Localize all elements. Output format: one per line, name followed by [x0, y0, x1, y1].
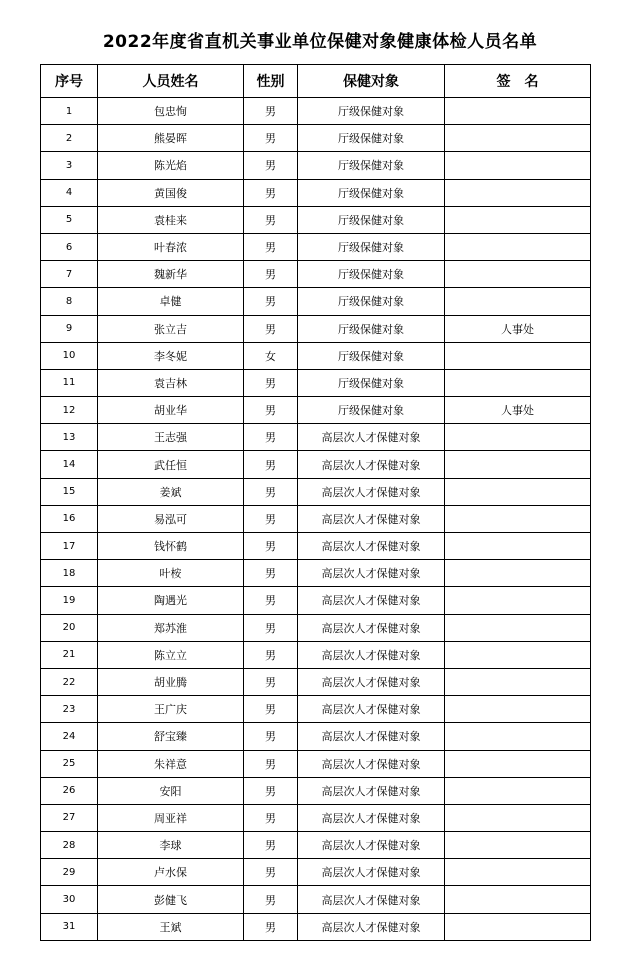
table-row: [41, 179, 591, 206]
gender-cell: 男: [244, 587, 298, 614]
table-row: [41, 560, 591, 587]
gender-cell: 男: [244, 179, 298, 206]
signature-cell: [445, 832, 591, 859]
signature-cell: [445, 859, 591, 886]
person-name: 安阳: [98, 777, 244, 804]
category-cell: 厅级保健对象: [298, 125, 445, 152]
gender-cell: 男: [244, 886, 298, 913]
row-index: 12: [41, 397, 98, 424]
row-index: 28: [41, 832, 98, 859]
signature-cell: [445, 179, 591, 206]
gender-cell: 男: [244, 560, 298, 587]
signature-cell: [445, 723, 591, 750]
table-body: [41, 98, 591, 941]
category-cell: 高层次人才保健对象: [298, 886, 445, 913]
signature-cell: [445, 587, 591, 614]
row-index: 31: [41, 913, 98, 940]
row-index: 8: [41, 288, 98, 315]
table-row: [41, 777, 591, 804]
person-name: 武任恒: [98, 451, 244, 478]
category-cell: 高层次人才保健对象: [298, 587, 445, 614]
category-cell: 高层次人才保健对象: [298, 533, 445, 560]
gender-cell: 男: [244, 451, 298, 478]
gender-cell: 男: [244, 696, 298, 723]
row-index: 18: [41, 560, 98, 587]
signature-cell: [445, 804, 591, 831]
gender-cell: 男: [244, 913, 298, 940]
signature-cell: [445, 750, 591, 777]
signature-cell: [445, 614, 591, 641]
gender-cell: 男: [244, 98, 298, 125]
person-name: 魏新华: [98, 261, 244, 288]
person-name: 李冬妮: [98, 342, 244, 369]
table-row: [41, 369, 591, 396]
table-row: [41, 233, 591, 260]
category-cell: 厅级保健对象: [298, 342, 445, 369]
category-cell: 厅级保健对象: [298, 233, 445, 260]
table-row: [41, 533, 591, 560]
table-row: [41, 587, 591, 614]
gender-cell: 男: [244, 641, 298, 668]
signature-cell: [445, 261, 591, 288]
table-row: [41, 668, 591, 695]
signature-cell: [445, 288, 591, 315]
table-header-row: [41, 65, 591, 98]
row-index: 21: [41, 641, 98, 668]
person-name: 陶遇光: [98, 587, 244, 614]
category-cell: 高层次人才保健对象: [298, 641, 445, 668]
table-row: [41, 859, 591, 886]
person-name: 彭健飞: [98, 886, 244, 913]
category-cell: 高层次人才保健对象: [298, 424, 445, 451]
gender-cell: 男: [244, 369, 298, 396]
row-index: 5: [41, 206, 98, 233]
person-name: 叶桉: [98, 560, 244, 587]
signature-cell: [445, 913, 591, 940]
row-index: 3: [41, 152, 98, 179]
table-row: [41, 98, 591, 125]
table-row: [41, 750, 591, 777]
table-row: [41, 451, 591, 478]
gender-cell: 男: [244, 424, 298, 451]
table-row: [41, 913, 591, 940]
category-cell: 高层次人才保健对象: [298, 505, 445, 532]
signature-cell: [445, 424, 591, 451]
person-name: 易泓可: [98, 505, 244, 532]
table-row: [41, 614, 591, 641]
gender-cell: 男: [244, 533, 298, 560]
category-cell: 厅级保健对象: [298, 98, 445, 125]
category-cell: 高层次人才保健对象: [298, 614, 445, 641]
row-index: 13: [41, 424, 98, 451]
category-cell: 厅级保健对象: [298, 179, 445, 206]
row-index: 27: [41, 804, 98, 831]
gender-cell: 男: [244, 505, 298, 532]
row-index: 11: [41, 369, 98, 396]
signature-cell: [445, 777, 591, 804]
category-cell: 高层次人才保健对象: [298, 478, 445, 505]
category-cell: 高层次人才保健对象: [298, 668, 445, 695]
person-name: 胡业华: [98, 397, 244, 424]
category-cell: 厅级保健对象: [298, 288, 445, 315]
signature-cell: [445, 152, 591, 179]
row-index: 23: [41, 696, 98, 723]
gender-cell: 男: [244, 777, 298, 804]
category-cell: 高层次人才保健对象: [298, 750, 445, 777]
row-index: 26: [41, 777, 98, 804]
signature-cell: 人事处: [445, 315, 591, 342]
signature-cell: [445, 641, 591, 668]
table-row: [41, 288, 591, 315]
category-cell: 厅级保健对象: [298, 315, 445, 342]
signature-cell: [445, 451, 591, 478]
signature-cell: [445, 233, 591, 260]
person-name: 卢水保: [98, 859, 244, 886]
signature-cell: [445, 668, 591, 695]
header-gender: 性别: [244, 65, 298, 98]
gender-cell: 男: [244, 125, 298, 152]
row-index: 10: [41, 342, 98, 369]
gender-cell: 男: [244, 152, 298, 179]
category-cell: 高层次人才保健对象: [298, 560, 445, 587]
person-name: 周亚祥: [98, 804, 244, 831]
person-name: 舒宝臻: [98, 723, 244, 750]
table-row: [41, 832, 591, 859]
row-index: 29: [41, 859, 98, 886]
signature-cell: [445, 886, 591, 913]
header-name: 人员姓名: [98, 65, 244, 98]
category-cell: 厅级保健对象: [298, 369, 445, 396]
row-index: 15: [41, 478, 98, 505]
row-index: 20: [41, 614, 98, 641]
gender-cell: 女: [244, 342, 298, 369]
category-cell: 高层次人才保健对象: [298, 859, 445, 886]
gender-cell: 男: [244, 832, 298, 859]
person-name: 王志强: [98, 424, 244, 451]
row-index: 25: [41, 750, 98, 777]
row-index: 22: [41, 668, 98, 695]
signature-cell: [445, 533, 591, 560]
signature-cell: 人事处: [445, 397, 591, 424]
person-name: 卓健: [98, 288, 244, 315]
person-name: 钱怀鹤: [98, 533, 244, 560]
table-row: [41, 261, 591, 288]
gender-cell: 男: [244, 261, 298, 288]
row-index: 7: [41, 261, 98, 288]
header-category: 保健对象: [298, 65, 445, 98]
row-index: 19: [41, 587, 98, 614]
table-row: [41, 886, 591, 913]
document-title: 2022年度省直机关事业单位保健对象健康体检人员名单: [102, 32, 538, 52]
signature-cell: [445, 206, 591, 233]
category-cell: 厅级保健对象: [298, 397, 445, 424]
gender-cell: 男: [244, 804, 298, 831]
person-name: 郑苏淮: [98, 614, 244, 641]
person-name: 王斌: [98, 913, 244, 940]
header-signature: 签 名: [445, 65, 591, 98]
gender-cell: 男: [244, 750, 298, 777]
person-name: 陈立立: [98, 641, 244, 668]
category-cell: 高层次人才保健对象: [298, 777, 445, 804]
person-name: 李球: [98, 832, 244, 859]
gender-cell: 男: [244, 859, 298, 886]
row-index: 14: [41, 451, 98, 478]
table-row: [41, 804, 591, 831]
person-name: 姜斌: [98, 478, 244, 505]
row-index: 6: [41, 233, 98, 260]
person-name: 张立吉: [98, 315, 244, 342]
table-row: [41, 206, 591, 233]
table-row: [41, 397, 591, 424]
person-name: 黄国俊: [98, 179, 244, 206]
signature-cell: [445, 369, 591, 396]
row-index: 1: [41, 98, 98, 125]
person-name: 王广庆: [98, 696, 244, 723]
category-cell: 高层次人才保健对象: [298, 696, 445, 723]
person-name: 袁桂来: [98, 206, 244, 233]
signature-cell: [445, 478, 591, 505]
row-index: 30: [41, 886, 98, 913]
table-row: [41, 125, 591, 152]
row-index: 2: [41, 125, 98, 152]
category-cell: 厅级保健对象: [298, 206, 445, 233]
gender-cell: 男: [244, 723, 298, 750]
table-row: [41, 315, 591, 342]
category-cell: 高层次人才保健对象: [298, 723, 445, 750]
gender-cell: 男: [244, 288, 298, 315]
table-row: [41, 641, 591, 668]
gender-cell: 男: [244, 668, 298, 695]
person-name: 熊晏晖: [98, 125, 244, 152]
category-cell: 厅级保健对象: [298, 261, 445, 288]
category-cell: 高层次人才保健对象: [298, 804, 445, 831]
signature-cell: [445, 125, 591, 152]
category-cell: 厅级保健对象: [298, 152, 445, 179]
person-name: 包忠恂: [98, 98, 244, 125]
gender-cell: 男: [244, 614, 298, 641]
signature-cell: [445, 98, 591, 125]
signature-cell: [445, 505, 591, 532]
table-row: [41, 505, 591, 532]
gender-cell: 男: [244, 315, 298, 342]
header-index: 序号: [41, 65, 98, 98]
category-cell: 高层次人才保健对象: [298, 913, 445, 940]
row-index: 4: [41, 179, 98, 206]
category-cell: 高层次人才保健对象: [298, 832, 445, 859]
signature-cell: [445, 696, 591, 723]
table-row: [41, 342, 591, 369]
gender-cell: 男: [244, 397, 298, 424]
table-row: [41, 478, 591, 505]
table-row: [41, 152, 591, 179]
signature-cell: [445, 342, 591, 369]
person-name: 朱祥意: [98, 750, 244, 777]
personnel-table: [40, 64, 591, 941]
row-index: 16: [41, 505, 98, 532]
table-row: [41, 723, 591, 750]
signature-cell: [445, 560, 591, 587]
table-row: [41, 424, 591, 451]
row-index: 9: [41, 315, 98, 342]
category-cell: 高层次人才保健对象: [298, 451, 445, 478]
person-name: 叶春浓: [98, 233, 244, 260]
person-name: 袁吉林: [98, 369, 244, 396]
row-index: 17: [41, 533, 98, 560]
gender-cell: 男: [244, 206, 298, 233]
gender-cell: 男: [244, 233, 298, 260]
gender-cell: 男: [244, 478, 298, 505]
person-name: 胡业腾: [98, 668, 244, 695]
person-name: 陈光焰: [98, 152, 244, 179]
table-row: [41, 696, 591, 723]
row-index: 24: [41, 723, 98, 750]
